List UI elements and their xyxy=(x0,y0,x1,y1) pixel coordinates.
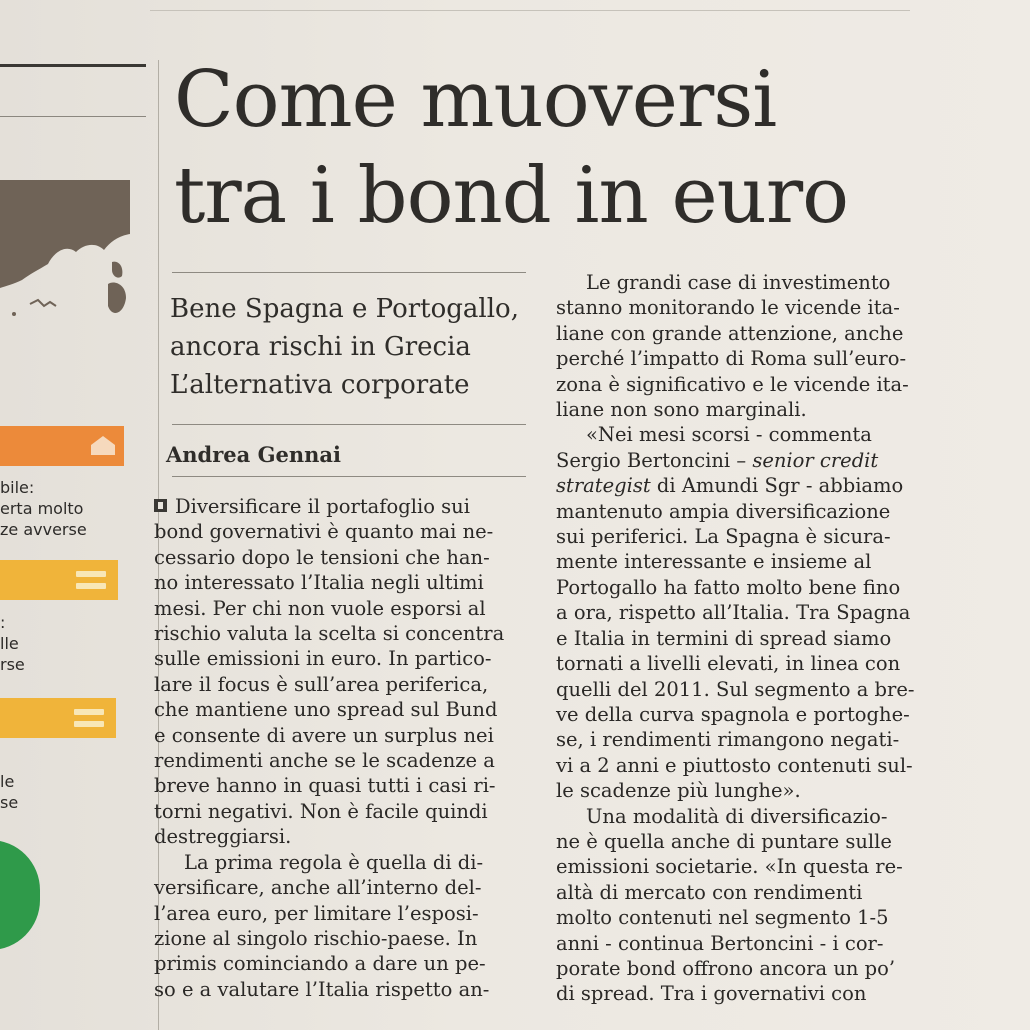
text-line: liane non sono marginali. xyxy=(556,398,807,422)
text-line: l’area euro, per limitare l’esposi- xyxy=(154,901,479,925)
article-headline: Come muoversi tra i bond in euro xyxy=(174,55,849,241)
text-line: Diversificare il portafoglio sui xyxy=(154,494,526,519)
text-line: rischio valuta la scelta si concentra xyxy=(154,622,505,646)
text-line: destreggiarsi. xyxy=(154,825,292,849)
column-rule-thick xyxy=(0,64,146,67)
deck-rule-bottom xyxy=(172,424,526,425)
orange-category-bar xyxy=(0,426,124,466)
legend-text: erta molto xyxy=(0,499,84,518)
text-line: breve hanno in quasi tutti i casi ri- xyxy=(154,774,496,798)
subheadline-line: ancora rischi in Grecia xyxy=(170,332,471,362)
equals-icon xyxy=(76,571,106,589)
text-line: cessario dopo le tensioni che han- xyxy=(154,545,490,569)
legend-text: : xyxy=(0,613,6,632)
text-line: e Italia in termini di spread siamo xyxy=(556,626,892,650)
text-line: Le grandi case di investimento xyxy=(586,271,891,294)
text-line: versificare, anche all’interno del- xyxy=(154,876,482,900)
legend-text: rse xyxy=(0,655,25,674)
text-line: mesi. Per chi non vuole esporsi al xyxy=(154,596,486,620)
text-line: zione al singolo rischio-paese. In xyxy=(154,926,478,950)
text-line: porate bond offrono ancora un po’ xyxy=(556,956,896,980)
text-line: strategist di Amundi Sgr - abbiamo xyxy=(556,474,904,498)
equals-icon xyxy=(74,709,104,727)
text-line: le scadenze più lunghe». xyxy=(556,779,801,803)
section-marker-icon xyxy=(154,499,167,512)
text-line: Sergio Bertoncini – senior credit xyxy=(556,448,879,472)
text-line: «Nei mesi scorsi - commenta xyxy=(586,423,872,447)
text-line: sui periferici. La Spagna è sicura- xyxy=(556,525,891,549)
subheadline-line: Bene Spagna e Portogallo, xyxy=(170,294,519,324)
house-icon xyxy=(90,434,116,456)
text-line: perché l’impatto di Roma sull’euro- xyxy=(556,347,907,371)
text-line: a ora, rispetto all’Italia. Tra Spagna xyxy=(556,601,911,625)
text-line: ve della curva spagnola e portoghe- xyxy=(556,702,910,726)
legend-text: bile: xyxy=(0,478,35,497)
adjacent-infographic-column xyxy=(0,0,150,1030)
text-line: stanno monitorando le vicende ita- xyxy=(556,296,900,320)
byline-rule xyxy=(172,476,526,477)
text-line: La prima regola è quella di di- xyxy=(184,850,484,874)
text-line: primis cominciando a dare un pe- xyxy=(154,952,486,976)
text-line: bond governativi è quanto mai ne- xyxy=(154,520,494,544)
author-byline: Andrea Gennai xyxy=(166,442,342,467)
text-line: so e a valutare l’Italia rispetto an- xyxy=(154,977,490,1001)
subheadline-line: L’alternativa corporate xyxy=(170,370,470,400)
legend-text: lle xyxy=(0,634,19,653)
article-column-2 xyxy=(556,270,922,1007)
article-subheadline xyxy=(170,290,540,404)
text-line: anni - continua Bertoncini - i cor- xyxy=(556,931,884,955)
text-line: Una modalità di diversificazio- xyxy=(586,804,888,828)
green-category-shape xyxy=(0,840,40,950)
text-line: zona è significativo e le vicende ita- xyxy=(556,372,909,396)
map-graphic xyxy=(0,180,134,330)
text-line: quelli del 2011. Sul segmento a bre- xyxy=(556,677,915,701)
yellow-category-bar xyxy=(0,698,116,738)
text-line: sulle emissioni in euro. In partico- xyxy=(154,647,492,671)
top-rule xyxy=(150,10,910,11)
text-line: liane con grande attenzione, anche xyxy=(556,321,904,345)
text-line: che mantiene uno spread sul Bund xyxy=(154,698,498,722)
text-line: mente interessante e insieme al xyxy=(556,550,872,574)
column-rule-thin xyxy=(0,116,146,117)
text-line: altà di mercato con rendimenti xyxy=(556,880,863,904)
deck-rule-top xyxy=(172,272,526,273)
text-line: molto contenuti nel segmento 1-5 xyxy=(556,906,889,930)
text-line: lare il focus è sull’area periferica, xyxy=(154,672,489,696)
legend-text: se xyxy=(0,793,19,812)
text-line: se, i rendimenti rimangono negati- xyxy=(556,728,900,752)
text-line: no interessato l’Italia negli ultimi xyxy=(154,571,484,595)
text-line: di spread. Tra i governativi con xyxy=(556,982,867,1006)
legend-text: le xyxy=(0,772,15,791)
legend-text: ze avverse xyxy=(0,520,87,539)
text-line: torni negativi. Non è facile quindi xyxy=(154,799,488,823)
text-line: tornati a livelli elevati, in linea con xyxy=(556,652,901,676)
text-line: emissioni societarie. «In questa re- xyxy=(556,855,903,879)
text-line: e consente di avere un surplus nei xyxy=(154,723,494,747)
text-line: ne è quella anche di puntare sulle xyxy=(556,829,892,853)
text-line: Portogallo ha fatto molto bene fino xyxy=(556,575,901,599)
text-line: rendimenti anche se le scadenze a xyxy=(154,749,495,773)
yellow-category-bar xyxy=(0,560,118,600)
text-line: vi a 2 anni e piuttosto contenuti sul- xyxy=(556,753,913,777)
article-column-1 xyxy=(154,494,526,1002)
text-line: mantenuto ampia diversificazione xyxy=(556,499,891,523)
